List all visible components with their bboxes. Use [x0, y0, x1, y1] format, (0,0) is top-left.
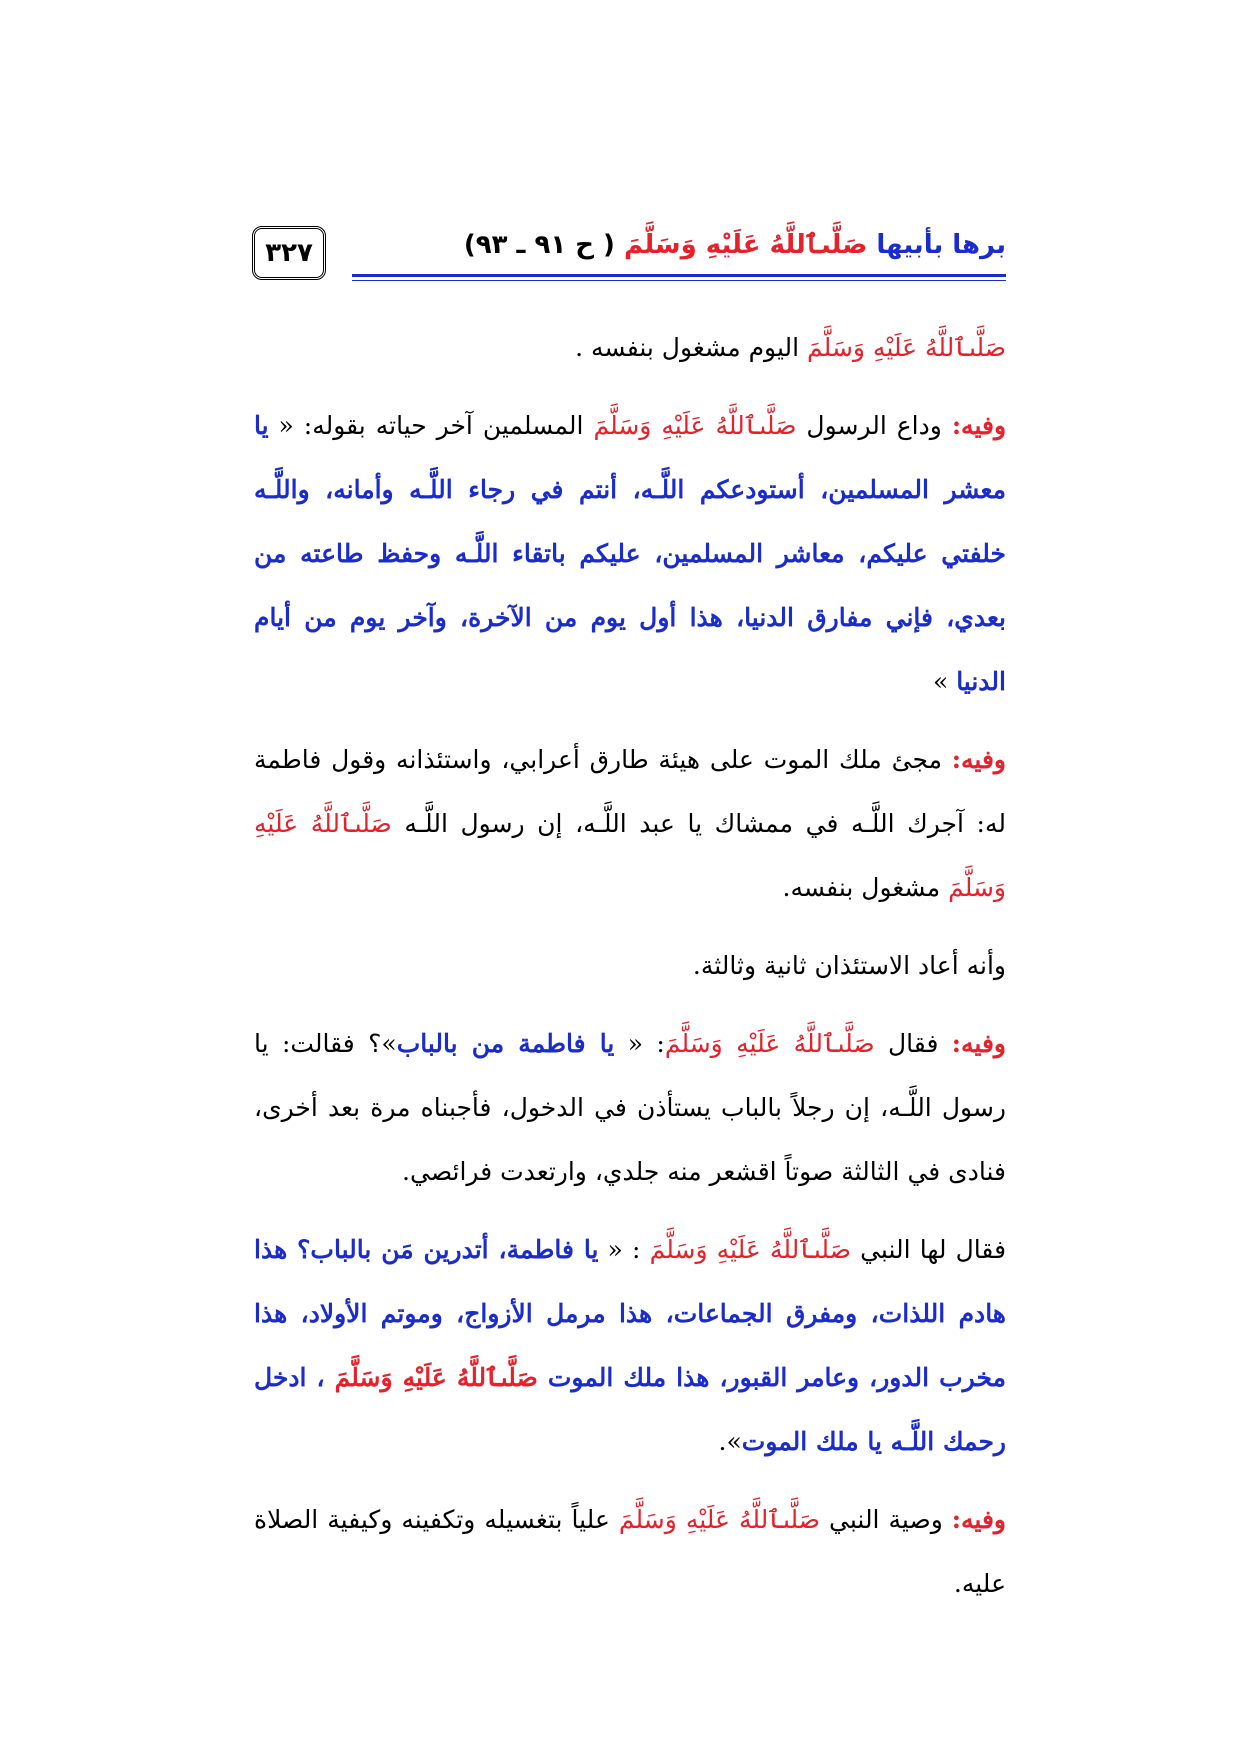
- wa-fihi-label: وفيه:: [951, 1029, 1006, 1058]
- page-number: ٣٢٧: [252, 226, 326, 280]
- paragraph-text: : «: [614, 1029, 665, 1058]
- paragraph-text: : «: [598, 1235, 650, 1264]
- paragraph-text: مشغول بنفسه.: [782, 873, 949, 902]
- header-salawat: صَلَّىٱللَّهُ عَلَيْهِ وَسَلَّمَ: [624, 230, 868, 260]
- hadith-quote: يا فاطمة، أتدرين مَن بالباب؟ هذا هادم اللذات، ومفرق الجماعات، هذا مرمل الأزواج، وموتم الأولاد، هذا مخرب الدور، وعامر القبور، هذا ملك الموت: [254, 1235, 1006, 1392]
- hadith-range: ( ح ٩١ ـ ٩٣): [463, 230, 615, 260]
- header-rule-thin: [352, 280, 1006, 281]
- paragraph-text: علياً بتغسيله وتكفينه وكيفية الصلاة عليه.: [254, 1505, 1006, 1598]
- paragraph-5: [254, 1012, 1006, 1204]
- wa-fihi-label: وفيه:: [951, 745, 1006, 774]
- paragraph-text: وصية النبي: [820, 1505, 952, 1534]
- hadith-quote: ، ادخل رحمك اللَّـه يا ملك الموت: [254, 1363, 1006, 1456]
- wa-fihi-label: وفيه:: [951, 411, 1007, 440]
- quote-close: ».: [718, 1427, 742, 1456]
- page-body: [254, 316, 1006, 1616]
- paragraph-7: [254, 1488, 1006, 1616]
- paragraph-text: فقال لها النبي: [850, 1235, 1007, 1264]
- salawat: صَلَّىٱللَّهُ عَلَيْهِ وَسَلَّمَ: [807, 333, 1006, 362]
- paragraph-text: اليوم مشغول بنفسه .: [575, 333, 808, 362]
- salawat: صَلَّىٱللَّهُ عَلَيْهِ وَسَلَّمَ: [254, 809, 1006, 902]
- header-title: [464, 230, 1006, 260]
- quote-close: »: [932, 667, 957, 696]
- hadith-quote: يا معشر المسلمين، أستودعكم اللَّـه، أنتم في رجاء اللَّـه وأمانه، واللَّـه خلفتي عليكم، معاشر المسلمين، عليكم باتقاء اللَّـه وحفظ طاعته من بعدي، فإني مفارق الدنيا، هذا أول يوم من الآخرة، وآخر يوم من أيام الدنيا: [254, 411, 1006, 696]
- paragraph-6: [254, 1218, 1006, 1474]
- salawat: صَلَّىٱللَّهُ عَلَيْهِ وَسَلَّمَ: [664, 1029, 875, 1058]
- paragraph-text: فقال: [874, 1029, 952, 1058]
- paragraph-3: [254, 728, 1006, 920]
- paragraph-text: وأنه أعاد الاستئذان ثانية وثالثة.: [692, 951, 1006, 980]
- salawat: صَلَّىٱللَّهُ عَلَيْهِ وَسَلَّمَ: [618, 1505, 820, 1534]
- paragraph-text: المسلمين آخر حياته بقوله: «: [268, 411, 594, 440]
- paragraph-text: »؟ فقالت: يا رسول اللَّـه، إن رجلاً بالباب يستأذن في الدخول، فأجبناه مرة بعد أخرى، فنادى في الثالثة صوتاً اقشعر منه جلدي، وارتعدت فرائصي.: [254, 1029, 1006, 1186]
- salawat-bold: صَلَّىٱللَّهُ عَلَيْهِ وَسَلَّمَ: [334, 1363, 538, 1392]
- salawat: صَلَّىٱللَّهُ عَلَيْهِ وَسَلَّمَ: [593, 411, 797, 440]
- wa-fihi-label: وفيه:: [951, 1505, 1006, 1534]
- paragraph-text: وداع الرسول: [796, 411, 952, 440]
- paragraph-text: مجئ ملك الموت على هيئة طارق أعرابي، واستئذانه وقول فاطمة له: آجرك اللَّـه في ممشاك يا عبد اللَّـه، إن رسول اللَّـه: [254, 745, 1006, 838]
- paragraph-4: [254, 934, 1006, 998]
- paragraph-2: [254, 394, 1006, 714]
- hadith-quote: يا فاطمة من بالباب: [396, 1029, 615, 1058]
- book-title: برها بأبيها: [876, 230, 1006, 260]
- paragraph-1: [254, 316, 1006, 380]
- salawat: صَلَّىٱللَّهُ عَلَيْهِ وَسَلَّمَ: [649, 1235, 851, 1264]
- page-header: [252, 226, 1006, 284]
- header-rule: [352, 274, 1006, 277]
